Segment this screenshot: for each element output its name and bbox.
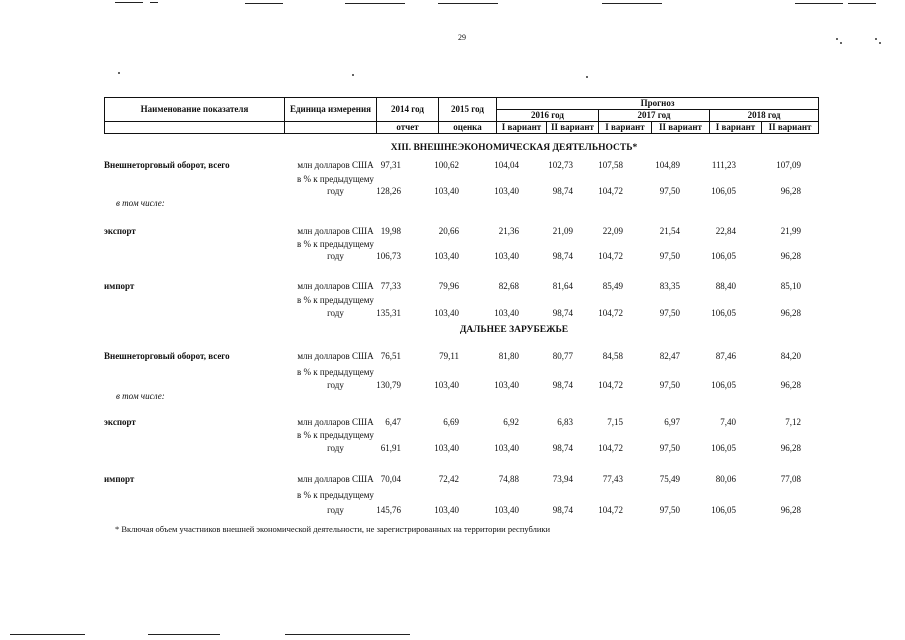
unit-cell: году (327, 505, 344, 515)
sub-label: в том числе: (116, 198, 165, 208)
indicator-name: экспорт (104, 417, 136, 427)
header-variant-2: II вариант (652, 122, 710, 134)
unit-cell: млн долларов США (297, 417, 374, 427)
scan-speck (840, 42, 842, 44)
value-cell: 102,73 (548, 160, 573, 170)
section-title: ДАЛЬНЕЕ ЗАРУБЕЖЬЕ (459, 325, 569, 335)
header-year-2014: 2014 год (377, 98, 439, 122)
value-cell: 61,91 (380, 443, 401, 453)
value-cell: 73,94 (552, 474, 573, 484)
value-cell: 76,51 (380, 351, 401, 361)
table-row (104, 160, 818, 174)
scan-edge-line (285, 634, 410, 635)
value-cell: 79,11 (439, 351, 459, 361)
value-cell: 103,40 (434, 251, 459, 261)
value-cell: 103,40 (434, 505, 459, 515)
table-header (104, 97, 819, 134)
unit-cell: в % к предыдущему (297, 295, 374, 305)
value-cell: 97,31 (380, 160, 401, 170)
value-cell: 20,66 (438, 226, 459, 236)
value-cell: 100,62 (434, 160, 459, 170)
value-cell: 98,74 (552, 251, 573, 261)
value-cell: 98,74 (552, 380, 573, 390)
value-cell: 84,20 (780, 351, 801, 361)
value-cell: 6,47 (385, 417, 401, 427)
value-cell: 80,06 (715, 474, 736, 484)
value-cell: 70,04 (380, 474, 401, 484)
value-cell: 106,05 (711, 380, 736, 390)
header-forecast: Прогноз (497, 98, 819, 110)
value-cell: 7,15 (607, 417, 623, 427)
indicator-name: Внешнеторговый оборот, всего (104, 351, 230, 361)
value-cell: 96,28 (780, 308, 801, 318)
value-cell: 106,05 (711, 186, 736, 196)
value-cell: 111,23 (711, 160, 736, 170)
value-cell: 97,50 (659, 251, 680, 261)
value-cell: 97,50 (659, 308, 680, 318)
value-cell: 21,36 (498, 226, 519, 236)
header-year-2017: 2017 год (599, 110, 710, 122)
value-cell: 97,50 (659, 186, 680, 196)
value-cell: 82,68 (498, 281, 519, 291)
scan-speck (118, 72, 120, 74)
scan-speck (352, 74, 354, 76)
indicator-name: экспорт (104, 226, 136, 236)
value-cell: 22,09 (602, 226, 623, 236)
value-cell: 96,28 (780, 505, 801, 515)
table-row (104, 281, 818, 295)
value-cell: 97,50 (659, 505, 680, 515)
value-cell: 103,40 (494, 186, 519, 196)
value-cell: 103,40 (494, 251, 519, 261)
unit-cell: млн долларов США (297, 474, 374, 484)
value-cell: 98,74 (552, 443, 573, 453)
value-cell: 79,96 (438, 281, 459, 291)
table-row (104, 490, 818, 504)
table-row (104, 505, 818, 519)
value-cell: 103,40 (494, 308, 519, 318)
table-row (104, 251, 818, 265)
value-cell: 21,54 (659, 226, 680, 236)
header-variant-2: II вариант (547, 122, 599, 134)
value-cell: 83,35 (659, 281, 680, 291)
table-row (104, 295, 818, 309)
value-cell: 77,08 (780, 474, 801, 484)
sub-label: в том числе: (116, 391, 165, 401)
unit-cell: млн долларов США (297, 281, 374, 291)
value-cell: 107,58 (598, 160, 623, 170)
value-cell: 103,40 (494, 443, 519, 453)
table-row (104, 367, 818, 381)
value-cell: 128,26 (376, 186, 401, 196)
value-cell: 106,05 (711, 505, 736, 515)
scan-edge-line (148, 634, 220, 635)
scan-edge-line (150, 2, 158, 3)
scan-edge-line (795, 3, 843, 4)
unit-cell: году (327, 443, 344, 453)
value-cell: 85,49 (602, 281, 623, 291)
value-cell: 6,69 (443, 417, 459, 427)
value-cell: 106,05 (711, 251, 736, 261)
scan-speck (875, 38, 877, 40)
unit-cell: в % к предыдущему (297, 174, 374, 184)
value-cell: 6,97 (664, 417, 680, 427)
unit-cell: в % к предыдущему (297, 367, 374, 377)
value-cell: 87,46 (715, 351, 736, 361)
value-cell: 104,04 (494, 160, 519, 170)
table-row (104, 198, 818, 212)
value-cell: 22,84 (715, 226, 736, 236)
value-cell: 7,40 (720, 417, 736, 427)
indicator-name: Внешнеторговый оборот, всего (104, 160, 230, 170)
value-cell: 98,74 (552, 308, 573, 318)
value-cell: 96,28 (780, 251, 801, 261)
value-cell: 106,73 (376, 251, 401, 261)
table-row (104, 226, 818, 240)
value-cell: 74,88 (498, 474, 519, 484)
unit-cell: в % к предыдущему (297, 430, 374, 440)
value-cell: 103,40 (434, 186, 459, 196)
header-year-2016: 2016 год (497, 110, 599, 122)
value-cell: 103,40 (494, 505, 519, 515)
value-cell: 104,89 (655, 160, 680, 170)
value-cell: 103,40 (434, 443, 459, 453)
table-row (104, 430, 818, 444)
value-cell: 104,72 (598, 308, 623, 318)
scan-edge-line (10, 634, 85, 635)
scan-speck (836, 38, 838, 40)
value-cell: 103,40 (434, 308, 459, 318)
scan-edge-line (115, 2, 143, 3)
value-cell: 98,74 (552, 186, 573, 196)
header-sub-report: отчет (377, 122, 439, 134)
unit-cell: году (327, 251, 344, 261)
value-cell: 80,77 (552, 351, 573, 361)
unit-cell: в % к предыдущему (297, 239, 374, 249)
value-cell: 104,72 (598, 443, 623, 453)
table-row (104, 443, 818, 457)
value-cell: 7,12 (785, 417, 801, 427)
scan-edge-line (438, 3, 498, 4)
table-row (104, 474, 818, 488)
footnote: * Включая объем участников внешней экономической деятельности, не зарегистрированных на территории республики (115, 524, 551, 534)
unit-cell: млн долларов США (297, 351, 374, 361)
value-cell: 77,33 (380, 281, 401, 291)
value-cell: 135,31 (376, 308, 401, 318)
header-indicator-name: Наименование показателя (105, 98, 285, 122)
unit-cell: млн долларов США (297, 226, 374, 236)
value-cell: 21,09 (552, 226, 573, 236)
value-cell: 84,58 (602, 351, 623, 361)
unit-cell: в % к предыдущему (297, 490, 374, 500)
value-cell: 96,28 (780, 186, 801, 196)
value-cell: 96,28 (780, 443, 801, 453)
unit-cell: году (327, 380, 344, 390)
table-row (104, 351, 818, 365)
header-unit: Единица измерения (285, 98, 377, 122)
unit-cell: млн долларов США (297, 160, 374, 170)
header-variant-1: I вариант (710, 122, 762, 134)
value-cell: 106,05 (711, 443, 736, 453)
value-cell: 81,80 (498, 351, 519, 361)
header-blank (105, 122, 285, 134)
value-cell: 85,10 (780, 281, 801, 291)
header-year-2018: 2018 год (710, 110, 819, 122)
indicator-name: импорт (104, 474, 135, 484)
table-row (104, 308, 818, 322)
value-cell: 81,64 (552, 281, 573, 291)
value-cell: 106,05 (711, 308, 736, 318)
unit-cell: году (327, 186, 344, 196)
value-cell: 82,47 (659, 351, 680, 361)
value-cell: 103,40 (434, 380, 459, 390)
header-sub-estimate: оценка (439, 122, 497, 134)
scan-speck (879, 42, 881, 44)
value-cell: 97,50 (659, 380, 680, 390)
value-cell: 104,72 (598, 251, 623, 261)
value-cell: 77,43 (602, 474, 623, 484)
scan-speck (586, 76, 588, 78)
value-cell: 104,72 (598, 186, 623, 196)
table-row (104, 417, 818, 431)
unit-cell: году (327, 308, 344, 318)
value-cell: 107,09 (776, 160, 801, 170)
header-variant-1: I вариант (497, 122, 547, 134)
value-cell: 88,40 (715, 281, 736, 291)
value-cell: 104,72 (598, 505, 623, 515)
value-cell: 6,83 (557, 417, 573, 427)
value-cell: 97,50 (659, 443, 680, 453)
scan-edge-line (602, 3, 662, 4)
value-cell: 75,49 (659, 474, 680, 484)
header-blank (285, 122, 377, 134)
value-cell: 21,99 (780, 226, 801, 236)
value-cell: 98,74 (552, 505, 573, 515)
value-cell: 72,42 (438, 474, 459, 484)
value-cell: 104,72 (598, 380, 623, 390)
value-cell: 130,79 (376, 380, 401, 390)
value-cell: 19,98 (380, 226, 401, 236)
value-cell: 96,28 (780, 380, 801, 390)
table-row (104, 391, 818, 405)
section-title: XIII. ВНЕШНЕЭКОНОМИЧЕСКАЯ ДЕЯТЕЛЬНОСТЬ* (390, 143, 638, 153)
scan-edge-line (245, 3, 283, 4)
value-cell: 145,76 (376, 505, 401, 515)
scan-edge-line (345, 3, 405, 4)
value-cell: 103,40 (494, 380, 519, 390)
page-number: 29 (458, 33, 466, 42)
value-cell: 6,92 (503, 417, 519, 427)
header-year-2015: 2015 год (439, 98, 497, 122)
indicator-name: импорт (104, 281, 135, 291)
header-variant-2: II вариант (762, 122, 819, 134)
scan-edge-line (848, 3, 876, 4)
header-variant-1: I вариант (599, 122, 652, 134)
